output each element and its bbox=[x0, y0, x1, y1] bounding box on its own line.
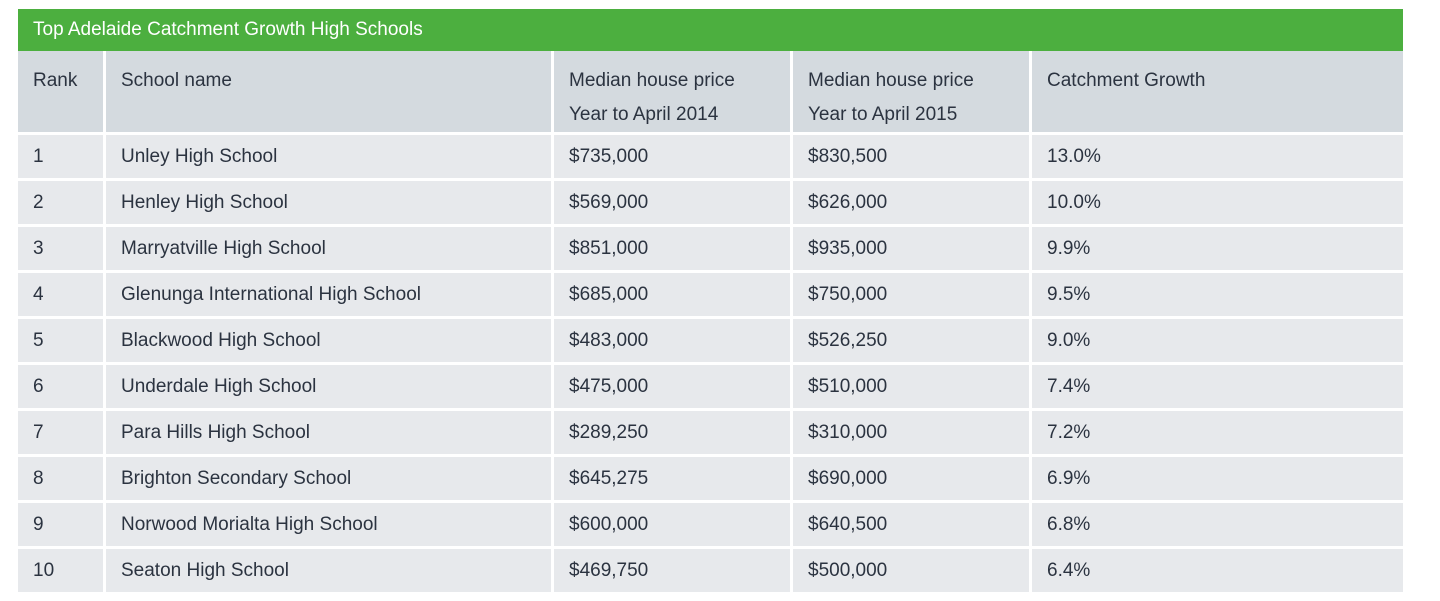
cell-price-2014: $569,000 bbox=[554, 181, 793, 227]
header-price-2015-line2: Year to April 2015 bbox=[808, 104, 958, 125]
cell-price-2015: $500,000 bbox=[793, 549, 1032, 595]
cell-price-2014: $645,275 bbox=[554, 457, 793, 503]
cell-school-name: Henley High School bbox=[106, 181, 554, 227]
cell-catchment-growth: 9.5% bbox=[1032, 273, 1403, 319]
table-title: Top Adelaide Catchment Growth High Schools bbox=[18, 9, 1403, 51]
cell-price-2014: $600,000 bbox=[554, 503, 793, 549]
header-price-2014-line2: Year to April 2014 bbox=[569, 104, 719, 125]
cell-price-2014: $685,000 bbox=[554, 273, 793, 319]
cell-price-2015: $626,000 bbox=[793, 181, 1032, 227]
cell-price-2014: $289,250 bbox=[554, 411, 793, 457]
cell-rank: 6 bbox=[18, 365, 106, 411]
cell-catchment-growth: 6.9% bbox=[1032, 457, 1403, 503]
table-row bbox=[18, 411, 1403, 457]
table-row bbox=[18, 365, 1403, 411]
cell-rank: 9 bbox=[18, 503, 106, 549]
cell-catchment-growth: 13.0% bbox=[1032, 135, 1403, 181]
cell-school-name: Unley High School bbox=[106, 135, 554, 181]
header-row bbox=[18, 51, 1403, 135]
table-row bbox=[18, 135, 1403, 181]
table-row bbox=[18, 227, 1403, 273]
cell-school-name: Norwood Morialta High School bbox=[106, 503, 554, 549]
cell-school-name: Seaton High School bbox=[106, 549, 554, 595]
cell-rank: 10 bbox=[18, 549, 106, 595]
header-catchment-growth: Catchment Growth bbox=[1032, 51, 1403, 135]
data-table bbox=[18, 51, 1403, 595]
catchment-growth-table bbox=[18, 9, 1403, 595]
cell-price-2014: $483,000 bbox=[554, 319, 793, 365]
table-body bbox=[18, 135, 1403, 595]
cell-school-name: Marryatville High School bbox=[106, 227, 554, 273]
header-price-2015 bbox=[793, 51, 1032, 135]
table-row bbox=[18, 457, 1403, 503]
cell-price-2015: $640,500 bbox=[793, 503, 1032, 549]
table-row bbox=[18, 319, 1403, 365]
cell-catchment-growth: 6.4% bbox=[1032, 549, 1403, 595]
cell-price-2015: $750,000 bbox=[793, 273, 1032, 319]
cell-price-2015: $690,000 bbox=[793, 457, 1032, 503]
cell-school-name: Para Hills High School bbox=[106, 411, 554, 457]
cell-catchment-growth: 10.0% bbox=[1032, 181, 1403, 227]
cell-price-2015: $935,000 bbox=[793, 227, 1032, 273]
header-price-2014 bbox=[554, 51, 793, 135]
cell-catchment-growth: 9.0% bbox=[1032, 319, 1403, 365]
cell-rank: 2 bbox=[18, 181, 106, 227]
cell-school-name: Glenunga International High School bbox=[106, 273, 554, 319]
cell-school-name: Brighton Secondary School bbox=[106, 457, 554, 503]
cell-rank: 3 bbox=[18, 227, 106, 273]
cell-price-2015: $310,000 bbox=[793, 411, 1032, 457]
table-row bbox=[18, 549, 1403, 595]
cell-price-2014: $475,000 bbox=[554, 365, 793, 411]
cell-price-2014: $469,750 bbox=[554, 549, 793, 595]
table-header bbox=[18, 51, 1403, 135]
cell-rank: 8 bbox=[18, 457, 106, 503]
header-price-2015-line1: Median house price bbox=[808, 70, 974, 91]
cell-school-name: Underdale High School bbox=[106, 365, 554, 411]
cell-rank: 7 bbox=[18, 411, 106, 457]
cell-price-2014: $735,000 bbox=[554, 135, 793, 181]
table-row bbox=[18, 503, 1403, 549]
cell-rank: 4 bbox=[18, 273, 106, 319]
header-rank: Rank bbox=[18, 51, 106, 135]
cell-catchment-growth: 6.8% bbox=[1032, 503, 1403, 549]
cell-price-2015: $510,000 bbox=[793, 365, 1032, 411]
cell-rank: 1 bbox=[18, 135, 106, 181]
table-row bbox=[18, 181, 1403, 227]
cell-price-2014: $851,000 bbox=[554, 227, 793, 273]
header-price-2014-line1: Median house price bbox=[569, 70, 735, 91]
header-school-name: School name bbox=[106, 51, 554, 135]
cell-catchment-growth: 7.2% bbox=[1032, 411, 1403, 457]
cell-rank: 5 bbox=[18, 319, 106, 365]
cell-catchment-growth: 9.9% bbox=[1032, 227, 1403, 273]
table-row bbox=[18, 273, 1403, 319]
cell-school-name: Blackwood High School bbox=[106, 319, 554, 365]
cell-catchment-growth: 7.4% bbox=[1032, 365, 1403, 411]
cell-price-2015: $830,500 bbox=[793, 135, 1032, 181]
cell-price-2015: $526,250 bbox=[793, 319, 1032, 365]
